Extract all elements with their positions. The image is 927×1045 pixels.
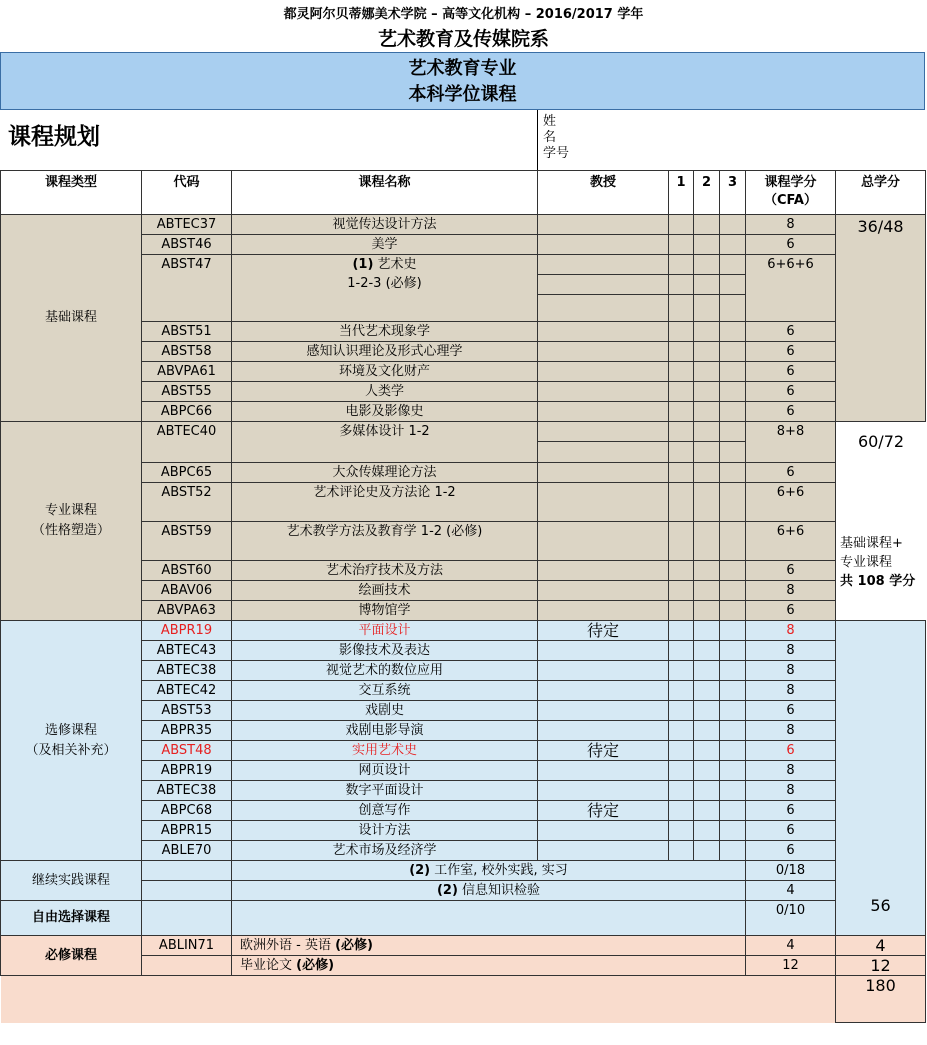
table-cell: (1) 艺术史 1-2-3 (必修) bbox=[232, 255, 538, 322]
table-cell: 欧洲外语 - 英语 (必修) bbox=[232, 936, 746, 956]
table-cell: 0/18 bbox=[746, 861, 836, 881]
table-cell bbox=[720, 561, 746, 581]
table-cell: 6+6+6 bbox=[746, 255, 836, 322]
group-free-label: 自由选择课程 bbox=[1, 901, 142, 936]
table-cell bbox=[538, 581, 669, 601]
table-row bbox=[1, 901, 926, 936]
table-cell: 感知认识理论及形式心理学 bbox=[232, 342, 538, 362]
table-cell: 交互系统 bbox=[232, 681, 538, 701]
table-cell: 8 bbox=[746, 641, 836, 661]
table-cell bbox=[538, 761, 669, 781]
student-id-label: 学号 bbox=[543, 146, 570, 161]
table-cell bbox=[694, 821, 720, 841]
table-cell: 4 bbox=[746, 881, 836, 901]
table-cell bbox=[142, 901, 232, 936]
table-cell: 4 bbox=[746, 936, 836, 956]
course-table bbox=[0, 170, 926, 1023]
table-cell: ABTEC40 bbox=[142, 422, 232, 463]
table-cell: ABST47 bbox=[142, 255, 232, 322]
table-cell: ABST51 bbox=[142, 322, 232, 342]
table-cell bbox=[694, 721, 720, 741]
table-cell: 创意写作 bbox=[232, 801, 538, 821]
table-cell bbox=[720, 362, 746, 382]
table-row bbox=[1, 861, 926, 881]
table-cell: 影像技术及表达 bbox=[232, 641, 538, 661]
table-row bbox=[1, 976, 926, 1023]
plan-title: 课程规划 bbox=[8, 124, 100, 150]
table-cell: 视觉艺术的数位应用 bbox=[232, 661, 538, 681]
table-cell: 8 bbox=[746, 721, 836, 741]
col-type: 课程类型 bbox=[1, 171, 142, 215]
table-cell bbox=[538, 362, 669, 382]
table-cell: 0/10 bbox=[746, 901, 836, 936]
table-cell bbox=[669, 801, 694, 821]
table-cell: 环境及文化财产 bbox=[232, 362, 538, 382]
table-cell: ABPC66 bbox=[142, 402, 232, 422]
table-cell bbox=[538, 235, 669, 255]
table-cell bbox=[538, 442, 669, 463]
table-cell: ABPR15 bbox=[142, 821, 232, 841]
table-cell: 待定 bbox=[538, 741, 669, 761]
table-cell: ABTEC42 bbox=[142, 681, 232, 701]
table-cell bbox=[694, 255, 720, 275]
table-cell bbox=[669, 295, 694, 322]
table-cell: 6 bbox=[746, 322, 836, 342]
table-cell bbox=[669, 681, 694, 701]
table-cell bbox=[720, 741, 746, 761]
table-cell bbox=[720, 841, 746, 861]
table-row bbox=[1, 422, 926, 442]
table-cell bbox=[538, 641, 669, 661]
table-cell: 博物馆学 bbox=[232, 601, 538, 621]
table-cell bbox=[720, 781, 746, 801]
table-cell bbox=[669, 761, 694, 781]
group-basic-label: 基础课程 bbox=[1, 215, 142, 422]
table-cell bbox=[669, 215, 694, 235]
table-cell bbox=[694, 561, 720, 581]
table-cell: 8 bbox=[746, 581, 836, 601]
table-cell bbox=[538, 402, 669, 422]
table-cell: 6 bbox=[746, 382, 836, 402]
table-cell bbox=[538, 483, 669, 522]
table-cell bbox=[720, 382, 746, 402]
table-cell bbox=[720, 275, 746, 295]
plan-header bbox=[0, 110, 925, 171]
col-total: 总学分 bbox=[836, 171, 926, 215]
table-cell bbox=[669, 483, 694, 522]
group-basic-total: 36/48 bbox=[836, 215, 926, 422]
program-name: 艺术教育专业 bbox=[408, 58, 517, 79]
table-cell: ABST59 bbox=[142, 522, 232, 561]
table-row bbox=[1, 215, 926, 235]
table-cell bbox=[538, 701, 669, 721]
table-cell bbox=[720, 255, 746, 275]
grand-total: 180 bbox=[836, 976, 926, 1023]
table-cell: ABPC68 bbox=[142, 801, 232, 821]
table-cell bbox=[720, 821, 746, 841]
table-cell: 8 bbox=[746, 761, 836, 781]
table-cell: 实用艺术史 bbox=[232, 741, 538, 761]
table-cell bbox=[669, 442, 694, 463]
table-cell bbox=[694, 701, 720, 721]
table-cell bbox=[142, 861, 232, 881]
table-row bbox=[1, 621, 926, 641]
table-cell bbox=[720, 322, 746, 342]
table-cell: 6 bbox=[746, 362, 836, 382]
table-cell bbox=[538, 255, 669, 275]
table-cell: 8 bbox=[746, 215, 836, 235]
table-cell: 12 bbox=[836, 956, 926, 976]
table-cell bbox=[720, 581, 746, 601]
professional-note: 基础课程+ 专业课程 共 108 学分 bbox=[840, 536, 916, 589]
table-cell: ABPR35 bbox=[142, 721, 232, 741]
table-cell: 当代艺术现象学 bbox=[232, 322, 538, 342]
table-cell bbox=[694, 295, 720, 322]
table-cell bbox=[694, 581, 720, 601]
table-cell bbox=[538, 422, 669, 442]
table-cell bbox=[720, 463, 746, 483]
table-cell bbox=[720, 483, 746, 522]
table-cell: 8 bbox=[746, 661, 836, 681]
table-cell: 戏剧电影导演 bbox=[232, 721, 538, 741]
table-cell bbox=[694, 761, 720, 781]
table-cell bbox=[694, 641, 720, 661]
table-cell bbox=[538, 721, 669, 741]
table-cell: ABVPA61 bbox=[142, 362, 232, 382]
table-cell: 数字平面设计 bbox=[232, 781, 538, 801]
table-cell bbox=[142, 881, 232, 901]
table-cell: 6 bbox=[746, 821, 836, 841]
table-cell bbox=[669, 821, 694, 841]
group-free-total: 56 bbox=[836, 621, 926, 936]
table-cell: (2) 信息知识检验 bbox=[232, 881, 746, 901]
table-cell: 6 bbox=[746, 402, 836, 422]
table-cell bbox=[720, 215, 746, 235]
table-cell: ABPR19 bbox=[142, 621, 232, 641]
table-cell bbox=[669, 781, 694, 801]
table-cell: (2) 工作室, 校外实践, 实习 bbox=[232, 861, 746, 881]
table-cell bbox=[694, 841, 720, 861]
table-cell bbox=[538, 601, 669, 621]
col-name: 课程名称 bbox=[232, 171, 538, 215]
table-cell: 12 bbox=[746, 956, 836, 976]
student-info bbox=[543, 114, 569, 162]
table-cell bbox=[694, 801, 720, 821]
table-cell: ABST46 bbox=[142, 235, 232, 255]
table-cell bbox=[538, 215, 669, 235]
table-cell: ABTEC38 bbox=[142, 661, 232, 681]
table-cell bbox=[669, 581, 694, 601]
table-cell bbox=[669, 422, 694, 442]
table-cell bbox=[694, 215, 720, 235]
table-cell: ABLIN71 bbox=[142, 936, 232, 956]
table-cell: ABVPA63 bbox=[142, 601, 232, 621]
table-cell: 人类学 bbox=[232, 382, 538, 402]
table-cell bbox=[694, 781, 720, 801]
table-cell bbox=[694, 741, 720, 761]
table-cell bbox=[538, 821, 669, 841]
table-cell bbox=[669, 463, 694, 483]
table-cell bbox=[694, 601, 720, 621]
table-cell bbox=[669, 601, 694, 621]
table-cell bbox=[142, 956, 232, 976]
table-cell bbox=[669, 641, 694, 661]
table-cell: ABST55 bbox=[142, 382, 232, 402]
surname-label: 姓 bbox=[543, 114, 557, 129]
table-cell bbox=[669, 362, 694, 382]
table-cell bbox=[1, 976, 836, 1023]
table-cell: 待定 bbox=[538, 621, 669, 641]
table-cell bbox=[694, 275, 720, 295]
table-cell: 艺术评论史及方法论 1-2 bbox=[232, 483, 538, 522]
table-cell: 戏剧史 bbox=[232, 701, 538, 721]
table-cell bbox=[669, 322, 694, 342]
table-cell: 6 bbox=[746, 601, 836, 621]
table-cell bbox=[720, 422, 746, 442]
table-cell: 网页设计 bbox=[232, 761, 538, 781]
table-cell: 6 bbox=[746, 342, 836, 362]
col-teacher: 教授 bbox=[538, 171, 669, 215]
table-cell bbox=[538, 322, 669, 342]
table-cell bbox=[669, 721, 694, 741]
table-cell bbox=[669, 402, 694, 422]
table-cell: 艺术教学方法及教育学 1-2 (必修) bbox=[232, 522, 538, 561]
table-cell bbox=[538, 781, 669, 801]
table-cell bbox=[720, 801, 746, 821]
table-cell bbox=[538, 841, 669, 861]
table-cell bbox=[538, 561, 669, 581]
table-cell bbox=[694, 483, 720, 522]
table-cell bbox=[694, 322, 720, 342]
col-3: 3 bbox=[720, 171, 746, 215]
table-cell: 6 bbox=[746, 561, 836, 581]
table-cell bbox=[538, 522, 669, 561]
table-cell bbox=[694, 235, 720, 255]
table-cell: ABLE70 bbox=[142, 841, 232, 861]
department-title: 艺术教育及传媒院系 bbox=[377, 28, 549, 50]
table-cell bbox=[669, 275, 694, 295]
table-cell: 6 bbox=[746, 235, 836, 255]
table-cell bbox=[720, 761, 746, 781]
table-cell: 6 bbox=[746, 741, 836, 761]
table-cell bbox=[669, 235, 694, 255]
table-cell bbox=[720, 402, 746, 422]
table-cell bbox=[720, 621, 746, 641]
table-cell bbox=[694, 681, 720, 701]
table-cell bbox=[669, 342, 694, 362]
table-cell bbox=[720, 442, 746, 463]
table-cell bbox=[538, 463, 669, 483]
table-cell bbox=[694, 422, 720, 442]
table-cell: 多媒体设计 1-2 bbox=[232, 422, 538, 463]
table-cell bbox=[694, 661, 720, 681]
table-cell: ABTEC37 bbox=[142, 215, 232, 235]
table-cell: 美学 bbox=[232, 235, 538, 255]
table-cell: 8 bbox=[746, 681, 836, 701]
table-cell bbox=[720, 522, 746, 561]
table-cell bbox=[694, 402, 720, 422]
table-cell bbox=[669, 841, 694, 861]
table-cell: 6 bbox=[746, 841, 836, 861]
table-cell: 艺术市场及经济学 bbox=[232, 841, 538, 861]
table-cell bbox=[694, 382, 720, 402]
col-credits: 课程学分 （CFA） bbox=[746, 171, 836, 215]
group-elective-label: 选修课程 （及相关补充） bbox=[1, 621, 142, 861]
table-cell bbox=[720, 601, 746, 621]
table-cell: ABTEC38 bbox=[142, 781, 232, 801]
table-cell bbox=[538, 295, 669, 322]
table-cell bbox=[669, 621, 694, 641]
table-cell: ABTEC43 bbox=[142, 641, 232, 661]
table-cell: 8 bbox=[746, 781, 836, 801]
col-2: 2 bbox=[694, 171, 720, 215]
table-cell bbox=[694, 621, 720, 641]
table-cell: 艺术治疗技术及方法 bbox=[232, 561, 538, 581]
table-cell bbox=[720, 641, 746, 661]
table-cell: 大众传媒理论方法 bbox=[232, 463, 538, 483]
table-cell bbox=[232, 901, 746, 936]
table-row bbox=[1, 936, 926, 956]
table-cell: 设计方法 bbox=[232, 821, 538, 841]
table-cell bbox=[538, 382, 669, 402]
table-cell: ABST58 bbox=[142, 342, 232, 362]
plan-divider bbox=[537, 110, 538, 170]
table-cell bbox=[538, 661, 669, 681]
table-cell bbox=[669, 382, 694, 402]
table-cell: ABPC65 bbox=[142, 463, 232, 483]
table-cell: 6+6 bbox=[746, 522, 836, 561]
table-cell bbox=[720, 235, 746, 255]
table-cell bbox=[694, 463, 720, 483]
table-cell bbox=[720, 721, 746, 741]
table-cell bbox=[669, 701, 694, 721]
table-cell bbox=[720, 295, 746, 322]
table-cell: 视觉传达设计方法 bbox=[232, 215, 538, 235]
table-cell: ABST52 bbox=[142, 483, 232, 522]
group-professional-label: 专业课程 （性格塑造） bbox=[1, 422, 142, 621]
table-cell bbox=[694, 522, 720, 561]
table-cell bbox=[720, 661, 746, 681]
degree-name: 本科学位课程 bbox=[408, 84, 517, 105]
table-cell: ABPR19 bbox=[142, 761, 232, 781]
group-practice-label: 继续实践课程 bbox=[1, 861, 142, 901]
table-cell: 电影及影像史 bbox=[232, 402, 538, 422]
table-cell: 6 bbox=[746, 701, 836, 721]
table-cell bbox=[669, 255, 694, 275]
table-cell: 绘画技术 bbox=[232, 581, 538, 601]
table-cell bbox=[669, 661, 694, 681]
table-cell bbox=[720, 701, 746, 721]
table-cell bbox=[538, 342, 669, 362]
table-cell bbox=[694, 442, 720, 463]
table-cell: 毕业论文 (必修) bbox=[232, 956, 746, 976]
col-code: 代码 bbox=[142, 171, 232, 215]
table-cell bbox=[694, 342, 720, 362]
group-professional-total: 60/72 bbox=[857, 432, 905, 451]
table-cell bbox=[694, 362, 720, 382]
table-cell bbox=[669, 741, 694, 761]
table-header-row bbox=[1, 171, 926, 215]
table-cell: 6 bbox=[746, 801, 836, 821]
table-cell bbox=[669, 522, 694, 561]
table-cell bbox=[538, 275, 669, 295]
table-cell: 8+8 bbox=[746, 422, 836, 463]
table-cell: 6+6 bbox=[746, 483, 836, 522]
program-banner bbox=[0, 52, 925, 110]
table-cell: 4 bbox=[836, 936, 926, 956]
table-cell bbox=[669, 561, 694, 581]
table-cell: 6 bbox=[746, 463, 836, 483]
col-1: 1 bbox=[669, 171, 694, 215]
table-cell bbox=[538, 681, 669, 701]
name-label: 名 bbox=[543, 130, 557, 145]
table-cell bbox=[720, 681, 746, 701]
table-cell: 待定 bbox=[538, 801, 669, 821]
table-cell: ABST53 bbox=[142, 701, 232, 721]
table-cell: ABST60 bbox=[142, 561, 232, 581]
table-cell: 平面设计 bbox=[232, 621, 538, 641]
table-cell bbox=[720, 342, 746, 362]
table-cell: ABAV06 bbox=[142, 581, 232, 601]
table-cell: ABST48 bbox=[142, 741, 232, 761]
group-required-label: 必修课程 bbox=[1, 936, 142, 976]
institution-header: 都灵阿尔贝蒂娜美术学院 – 高等文化机构 – 2016/2017 学年 bbox=[283, 7, 644, 22]
table-cell: 8 bbox=[746, 621, 836, 641]
